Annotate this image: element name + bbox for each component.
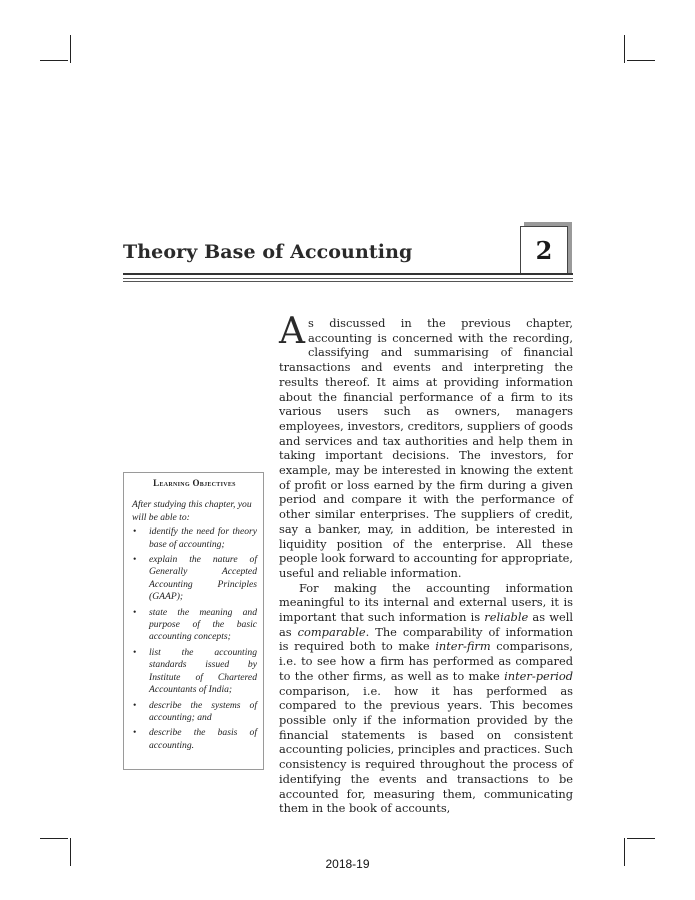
bullet-icon: • [133,526,137,538]
title-rule [123,273,573,275]
paragraph-2: For making the accounting information meaningful to its internal and external users, it is important that such information is reliable as well as comparable. The comparability of information is required both to make inter-firm comparisons, i.e. to see how a firm has performed as compared to the other firms, as well as to make inter-period comparison, i.e. how it has performed as compared to the previous years. This becomes possible only if the information provided by the financial statements is based on consistent accounting policies, principles and practices. Such consistency is required throughout the process of identifying the events and transactions to be accounted for, measuring them, communicating them in the book of accounts, [279,580,573,816]
title-rule [123,278,573,279]
bullet-icon: • [133,727,137,739]
list-item: • state the meaning and purpose of the basic accounting concepts; [133,606,257,643]
list-item: • describe the basis of accounting. [133,727,257,751]
chapter-number-box [520,226,568,274]
bullet-icon: • [133,646,137,658]
paragraph-1: As discussed in the previous chapter, accounting is concerned with the recording, classifying and summarising of financial transactions and events and interpreting the results thereof. It aims at providing information about the financial performance of a firm to its various users such as owners, managers employees, investors, creditors, suppliers of goods and services and tax authorities and help them in taking important decisions. The investors, for example, may be interested in knowing the extent of profit or loss earned by the firm during a given period and compare it with the performance of other similar enterprises. The suppliers of credit, say a banker, may, in addition, be interested in liquidity position of the enterprise. All these people look forward to accounting for appropriate, useful and reliable information. [279,311,574,580]
list-item: • describe the systems of accounting; and [133,699,257,723]
crop-mark [627,60,655,61]
body-text [279,311,574,816]
crop-mark [70,35,71,63]
drop-cap: A [279,311,305,352]
learning-objectives-heading: Learning Objectives [153,478,236,488]
learning-objectives-list [132,526,257,752]
chapter-title: Theory Base of Accounting [123,241,413,263]
crop-mark [627,838,655,839]
crop-mark [624,35,625,63]
bullet-icon: • [133,554,137,566]
learning-objectives-intro: After studying this chapter, you will be able to: [132,499,252,523]
page-footer-year: 2018-19 [325,857,370,871]
crop-mark [40,838,68,839]
list-item: • list the accounting standards issued by Institute of Chartered Accountants of India; [133,646,257,696]
crop-mark [40,60,68,61]
bullet-icon: • [133,606,137,618]
learning-objectives-box [123,472,264,770]
chapter-number: 2 [535,235,553,265]
list-item: • explain the nature of Generally Accepted Accounting Principles (GAAP); [133,554,257,603]
list-item: • identify the need for theory base of accounting; [133,526,257,550]
bullet-icon: • [133,699,137,711]
title-rule [123,281,573,282]
